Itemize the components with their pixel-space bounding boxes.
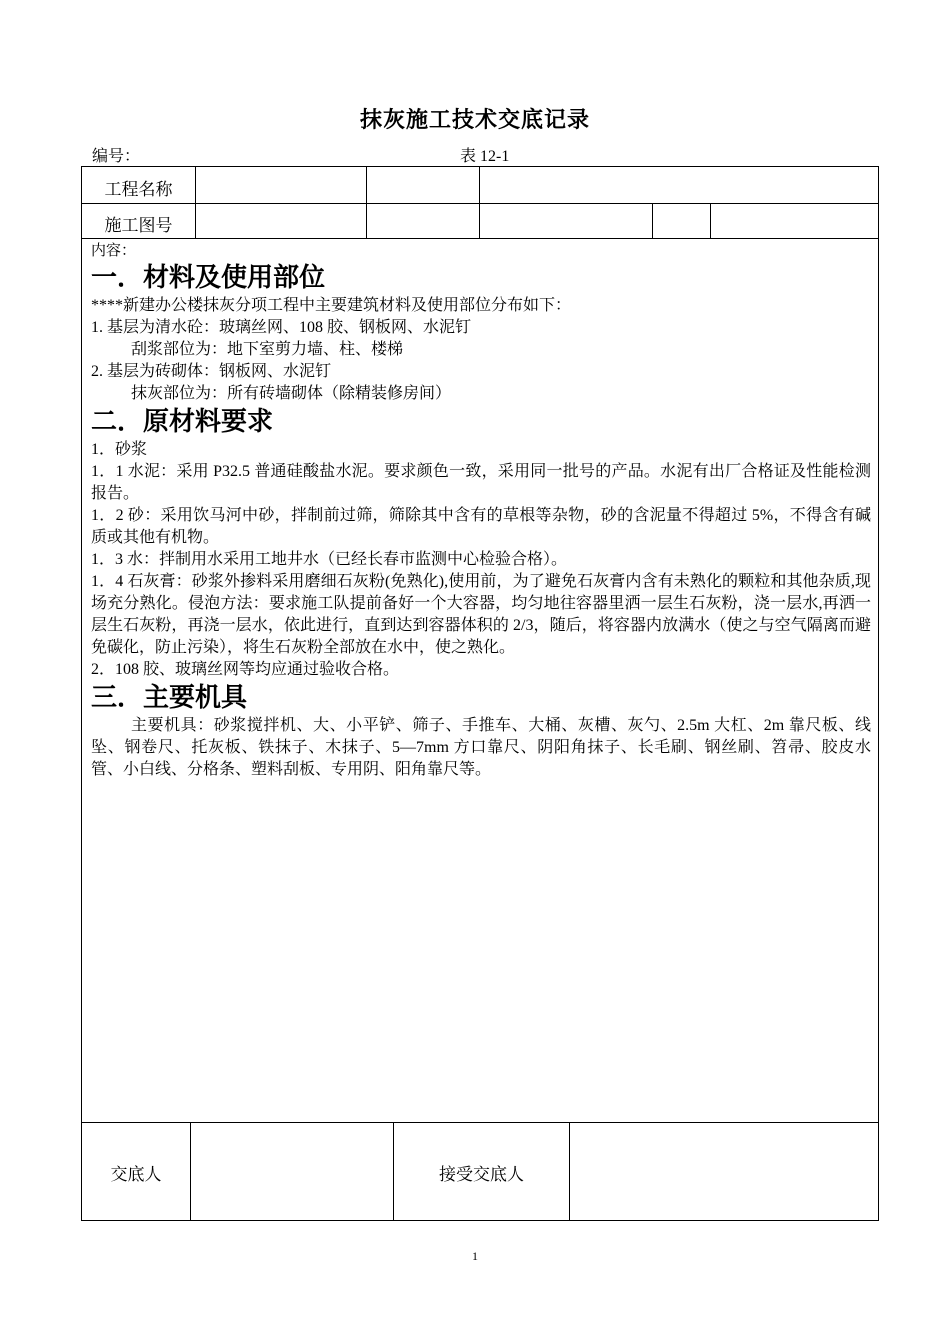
- drawing-number-label: 施工图号: [104, 216, 173, 235]
- section-1-item-1-sub: 刮浆部位为：地下室剪力墙、柱、楼梯: [131, 341, 404, 358]
- content-body: [91, 241, 871, 781]
- section-2-para-5: 1．4 石灰膏：砂浆外掺料采用磨细石灰粉(免熟化),使用前，为了避免石灰膏内含有未熟化的颗粒和其他杂质,现场充分熟化。侵泡方法：要求施工队提前备好一个大容器，均匀地往容器里洒一层生石灰粉，浇一层水,再洒一层生石灰粉，再浇一层水，依此进行，直到达到容器体积的 2/3，随后，将容器内放满水（使之与空气隔离而避免碳化，防止污染），将生石灰粉全部放在水中，使之熟化。: [91, 573, 871, 656]
- section-2-para-1: 1．砂浆: [91, 441, 148, 458]
- section-3-para-1: 主要机具：砂浆搅拌机、大、小平铲、筛子、手推车、大桶、灰槽、灰勺、2.5m 大杠、2m 靠尺板、线坠、钢卷尺、托灰板、铁抹子、木抹子、5—7mm 方口靠尺、阴阳角抹子、长毛刷、钢丝刷、笤帚、胶皮水管、小白线、分格条、塑料刮板、专用阴、阳角靠尺等。: [91, 717, 871, 778]
- section-1-intro: ****新建办公楼抹灰分项工程中主要建筑材料及使用部位分布如下：: [91, 297, 572, 314]
- section-2-para-6: 2．108 胶、玻璃丝网等均应通过验收合格。: [91, 661, 400, 678]
- section-3-heading: 三．主要机具: [91, 683, 248, 712]
- table-ref: 表 12-1: [460, 148, 510, 165]
- section-1-item-2: 2. 基层为砖砌体：钢板网、水泥钉: [91, 363, 332, 380]
- page-number: 1: [472, 1249, 478, 1263]
- section-1-item-2-sub: 抹灰部位为：所有砖墙砌体（除精装修房间）: [131, 385, 452, 402]
- document-title: 抹灰施工技术交底记录: [359, 107, 590, 132]
- section-2-para-2: 1．1 水泥：采用 P32.5 普通硅酸盐水泥。要求颜色一致，采用同一批号的产品。水泥有出厂合格证及性能检测报告。: [91, 463, 871, 502]
- section-2-para-3: 1．2 砂：采用饮马河中砂，拌制前过筛，筛除其中含有的草根等杂物，砂的含泥量不得超过 5%，不得含有碱质或其他有机物。: [91, 507, 871, 546]
- content-label: 内容：: [91, 243, 137, 259]
- section-2-para-4: 1．3 水：拌制用水采用工地井水（已经长春市监测中心检验合格）。: [91, 551, 568, 568]
- section-1-heading: 一．材料及使用部位: [91, 263, 326, 292]
- section-2-heading: 二．原材料要求: [91, 407, 274, 436]
- receiver-label: 接受交底人: [439, 1165, 524, 1184]
- project-name-label: 工程名称: [104, 180, 173, 199]
- giver-label: 交底人: [110, 1165, 162, 1184]
- number-label: 编号：: [92, 148, 141, 165]
- section-1-item-1: 1. 基层为清水砼：玻璃丝网、108 胶、钢板网、水泥钉: [91, 319, 472, 336]
